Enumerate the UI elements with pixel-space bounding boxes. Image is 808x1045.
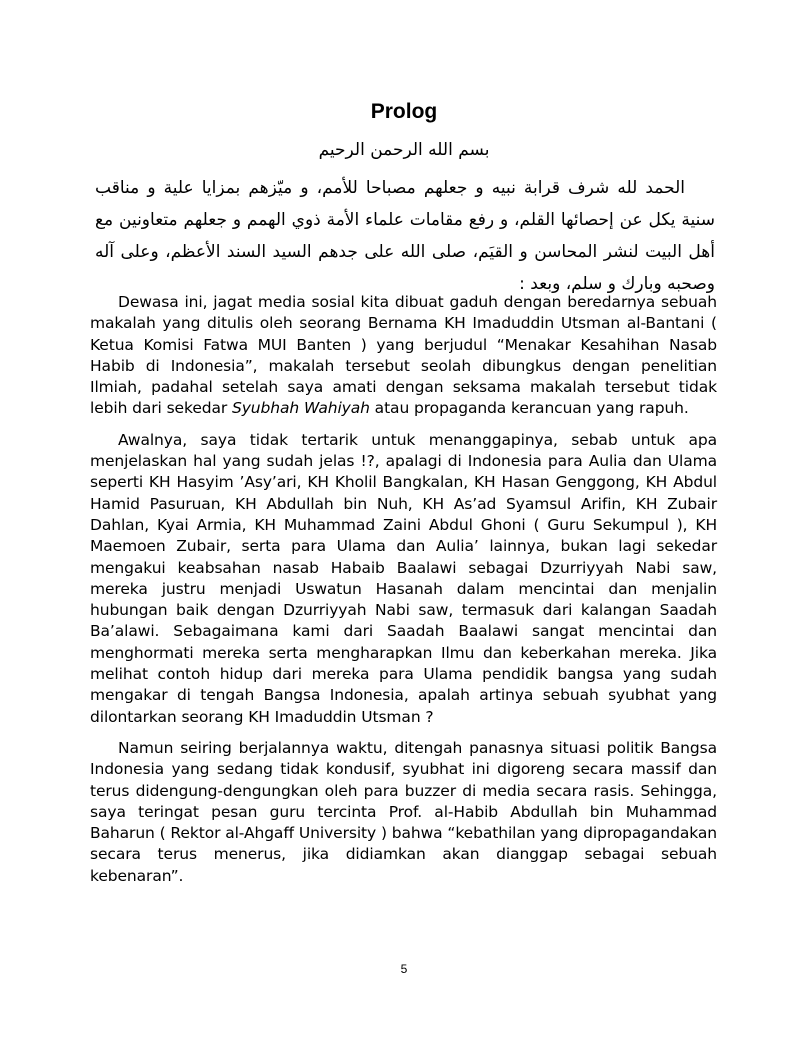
- page-title: Prolog: [370, 100, 438, 123]
- body-text: [90, 292, 717, 897]
- arabic-opening-text: الحمد لله شرف قرابة نبيه و جعلهم مصباحا للأمم، و ميّزهم بمزايا علية و مناقب سنية يكل عن إحصائها القلم، و رفع مقامات علماء الأمة ذوي الهمم و جعلهم متعاونين مع أهل البيت لنشر المحاسن و القيَم، صلى الله على جدهم السيد السند الأعظم، وعلى آله وصحبه وبارك و سلم، وبعد :: [95, 178, 715, 294]
- basmala-heading: بسم الله الرحمن الرحيم: [318, 140, 490, 160]
- paragraph-1-text: Dewasa ini, jagat media sosial kita dibuat gaduh dengan beredarnya sebuah makalah yang ditulis oleh seorang Bernama KH Imaduddin Utsman al-Bantani ( Ketua Komisi Fatwa MUI Banten ) yang berjudul “Menakar Kesahihan Nasab Habib di Indonesia”, makalah tersebut seolah dibungkus dengan penelitian Ilmiah, padahal setelah saya amati dengan seksama makalah tersebut tidak lebih dari sekedar: [90, 293, 717, 418]
- page-number: 5: [400, 962, 408, 976]
- paragraph-1: [90, 292, 717, 420]
- paragraph-3: Namun seiring berjalannya waktu, ditengah panasnya situasi politik Bangsa Indonesia yang sedang tidak kondusif, syubhat ini digoreng secara massif dan terus didengung-dengungkan oleh para buzzer di media secara rasis. Sehingga, saya teringat pesan guru tercinta Prof. al-Habib Abdullah bin Muhammad Baharun ( Rektor al-Ahgaff University ) bahwa “kebathilan yang dipropagandakan secara terus menerus, jika didiamkan akan dianggap sebagai sebuah kebenaran”.: [90, 738, 717, 885]
- paragraph-1-italic: Syubhah Wahiyah: [232, 399, 370, 418]
- paragraph-2: Awalnya, saya tidak tertarik untuk menanggapinya, sebab untuk apa menjelaskan hal yang sudah jelas !?, apalagi di Indonesia para Aulia dan Ulama seperti KH Hasyim ’Asy’ari, KH Kholil Bangkalan, KH Hasan Genggong, KH Abdul Hamid Pasuruan, KH Abdullah bin Nuh, KH As’ad Syamsul Arifin, KH Zubair Dahlan, Kyai Armia, KH Muhammad Zaini Abdul Ghoni ( Guru Sekumpul ), KH Maemoen Zubair, serta para Ulama dan Aulia’ lainnya, bukan lagi sekedar mengakui keabsahan nasab Habaib Baalawi sebagai Dzurriyyah Nabi saw, mereka justru menjadi Uswatun Hasanah dalam mencintai dan menjalin hubungan baik dengan Dzurriyyah Nabi saw, termasuk dari kalangan Saadah Ba’alawi. Sebagaimana kami dari Saadah Baalawi sangat mencintai dan menghormati mereka serta mengharapkan Ilmu dan keberkahan mereka. Jika melihat contoh hidup dari mereka para Ulama pendidik bangsa yang sudah mengakar di tengah Bangsa Indonesia, apalah artinya sebuah syubhat yang dilontarkan seorang KH Imaduddin Utsman ?: [90, 430, 717, 726]
- arabic-opening: [95, 172, 715, 300]
- paragraph-1-tail: atau propaganda kerancuan yang rapuh.: [369, 399, 689, 418]
